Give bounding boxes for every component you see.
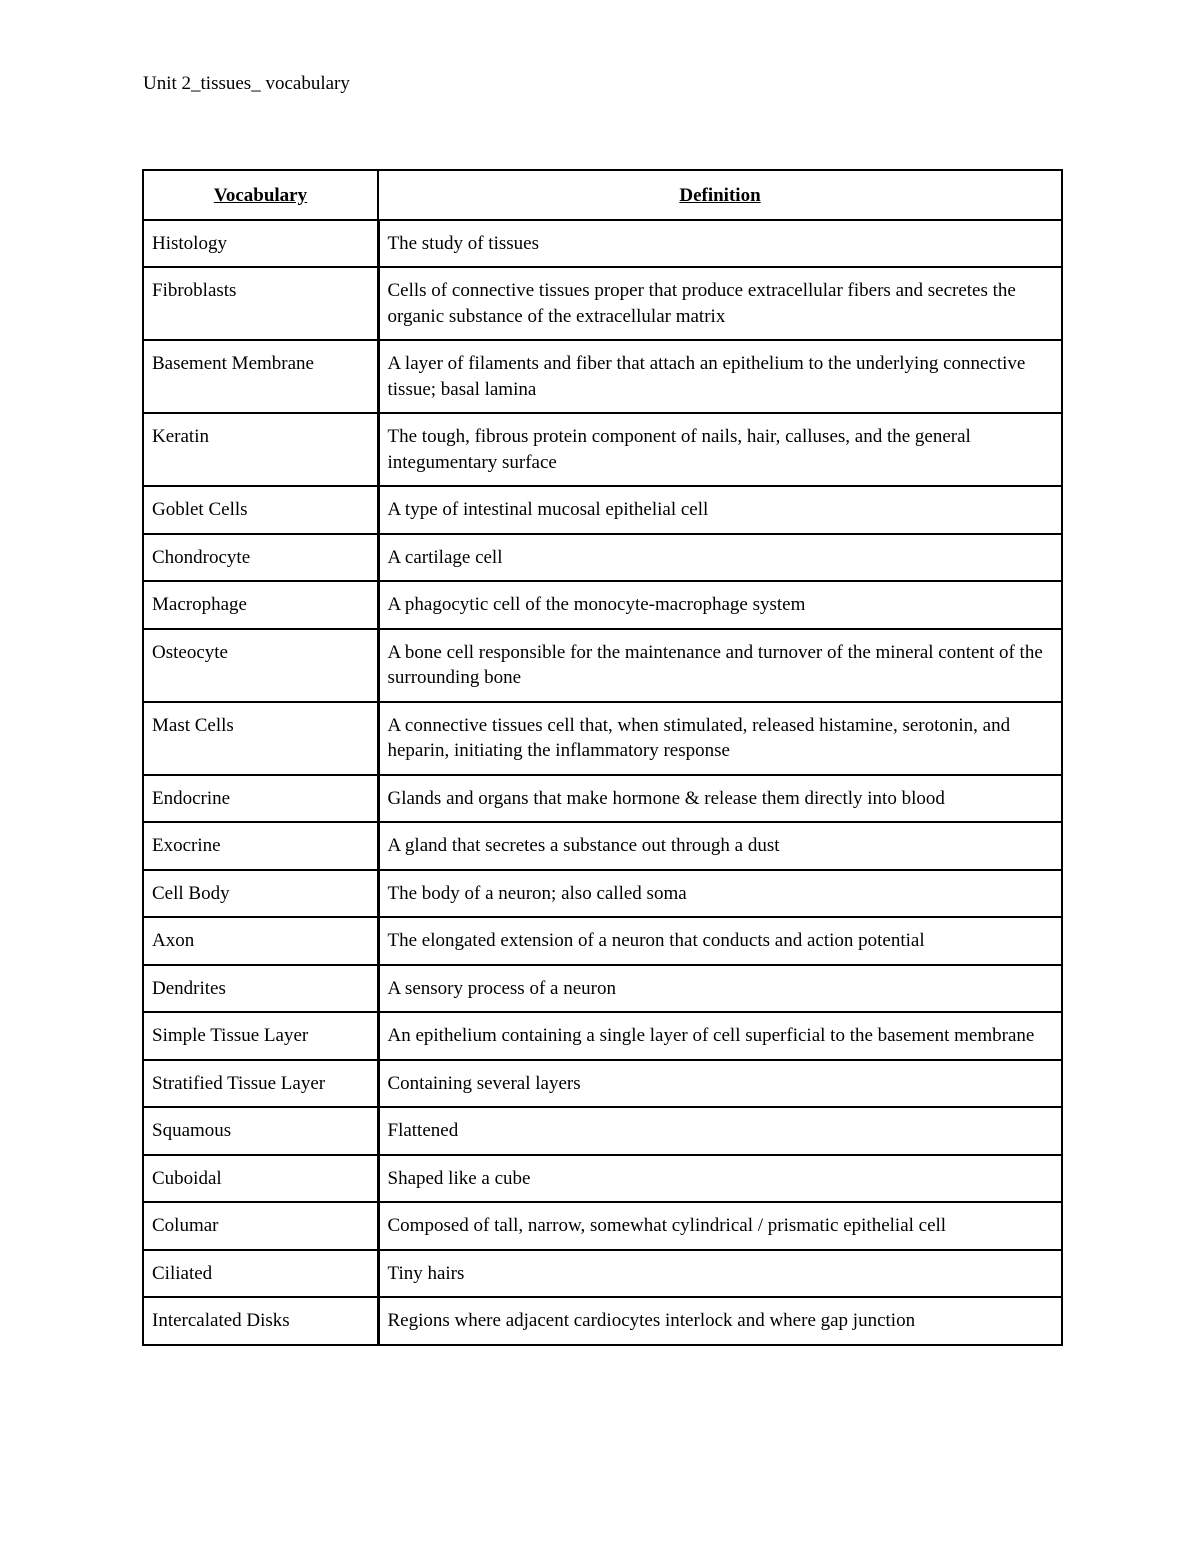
term-cell: Osteocyte	[143, 629, 378, 702]
term-cell: Cuboidal	[143, 1155, 378, 1203]
term-cell: Macrophage	[143, 581, 378, 629]
table-row	[143, 220, 1062, 268]
term-cell: Goblet Cells	[143, 486, 378, 534]
definition-cell: Regions where adjacent cardiocytes interlock and where gap junction	[378, 1297, 1062, 1345]
definition-cell: A cartilage cell	[378, 534, 1062, 582]
definition-cell: Composed of tall, narrow, somewhat cylindrical / prismatic epithelial cell	[378, 1202, 1062, 1250]
table-row	[143, 702, 1062, 775]
term-cell: Exocrine	[143, 822, 378, 870]
term-cell: Keratin	[143, 413, 378, 486]
table-row	[143, 775, 1062, 823]
term-cell: Cell Body	[143, 870, 378, 918]
table-row	[143, 267, 1062, 340]
definition-cell: Cells of connective tissues proper that produce extracellular fibers and secretes the organic substance of the extracellular matrix	[378, 267, 1062, 340]
table-row	[143, 870, 1062, 918]
page-title: Unit 2_tissues_ vocabulary	[143, 73, 350, 94]
term-cell: Squamous	[143, 1107, 378, 1155]
definition-cell: A type of intestinal mucosal epithelial cell	[378, 486, 1062, 534]
term-cell: Axon	[143, 917, 378, 965]
term-cell: Dendrites	[143, 965, 378, 1013]
table-row	[143, 917, 1062, 965]
term-cell: Histology	[143, 220, 378, 268]
definition-cell: A bone cell responsible for the maintenance and turnover of the mineral content of the surrounding bone	[378, 629, 1062, 702]
table-row	[143, 1060, 1062, 1108]
definition-cell: A connective tissues cell that, when stimulated, released histamine, serotonin, and heparin, initiating the inflammatory response	[378, 702, 1062, 775]
term-cell: Ciliated	[143, 1250, 378, 1298]
term-cell: Basement Membrane	[143, 340, 378, 413]
term-cell: Intercalated Disks	[143, 1297, 378, 1345]
definition-cell: The elongated extension of a neuron that conducts and action potential	[378, 917, 1062, 965]
table-row	[143, 534, 1062, 582]
table-row	[143, 1107, 1062, 1155]
definition-cell: Tiny hairs	[378, 1250, 1062, 1298]
definition-cell: An epithelium containing a single layer of cell superficial to the basement membrane	[378, 1012, 1062, 1060]
term-cell: Endocrine	[143, 775, 378, 823]
table-row	[143, 1155, 1062, 1203]
term-cell: Stratified Tissue Layer	[143, 1060, 378, 1108]
column-header-definition: Definition	[378, 170, 1062, 220]
term-cell: Mast Cells	[143, 702, 378, 775]
definition-cell: Containing several layers	[378, 1060, 1062, 1108]
definition-cell: A layer of filaments and fiber that attach an epithelium to the underlying connective tissue; basal lamina	[378, 340, 1062, 413]
table-row	[143, 965, 1062, 1013]
table-header-row	[143, 170, 1062, 220]
term-cell: Fibroblasts	[143, 267, 378, 340]
table-row	[143, 1012, 1062, 1060]
term-cell: Chondrocyte	[143, 534, 378, 582]
table-row	[143, 581, 1062, 629]
definition-cell: Shaped like a cube	[378, 1155, 1062, 1203]
table-body	[143, 220, 1062, 1345]
definition-cell: A phagocytic cell of the monocyte-macrophage system	[378, 581, 1062, 629]
term-cell: Columar	[143, 1202, 378, 1250]
table-row	[143, 822, 1062, 870]
table-row	[143, 340, 1062, 413]
table-row	[143, 629, 1062, 702]
vocabulary-table	[142, 169, 1063, 1346]
table-row	[143, 486, 1062, 534]
definition-cell: Glands and organs that make hormone & release them directly into blood	[378, 775, 1062, 823]
definition-cell: The body of a neuron; also called soma	[378, 870, 1062, 918]
column-header-vocabulary: Vocabulary	[143, 170, 378, 220]
table-row	[143, 1297, 1062, 1345]
definition-cell: Flattened	[378, 1107, 1062, 1155]
table-row	[143, 413, 1062, 486]
term-cell: Simple Tissue Layer	[143, 1012, 378, 1060]
definition-cell: A gland that secretes a substance out through a dust	[378, 822, 1062, 870]
definition-cell: The study of tissues	[378, 220, 1062, 268]
table-row	[143, 1250, 1062, 1298]
table-row	[143, 1202, 1062, 1250]
definition-cell: The tough, fibrous protein component of nails, hair, calluses, and the general integumentary surface	[378, 413, 1062, 486]
definition-cell: A sensory process of a neuron	[378, 965, 1062, 1013]
